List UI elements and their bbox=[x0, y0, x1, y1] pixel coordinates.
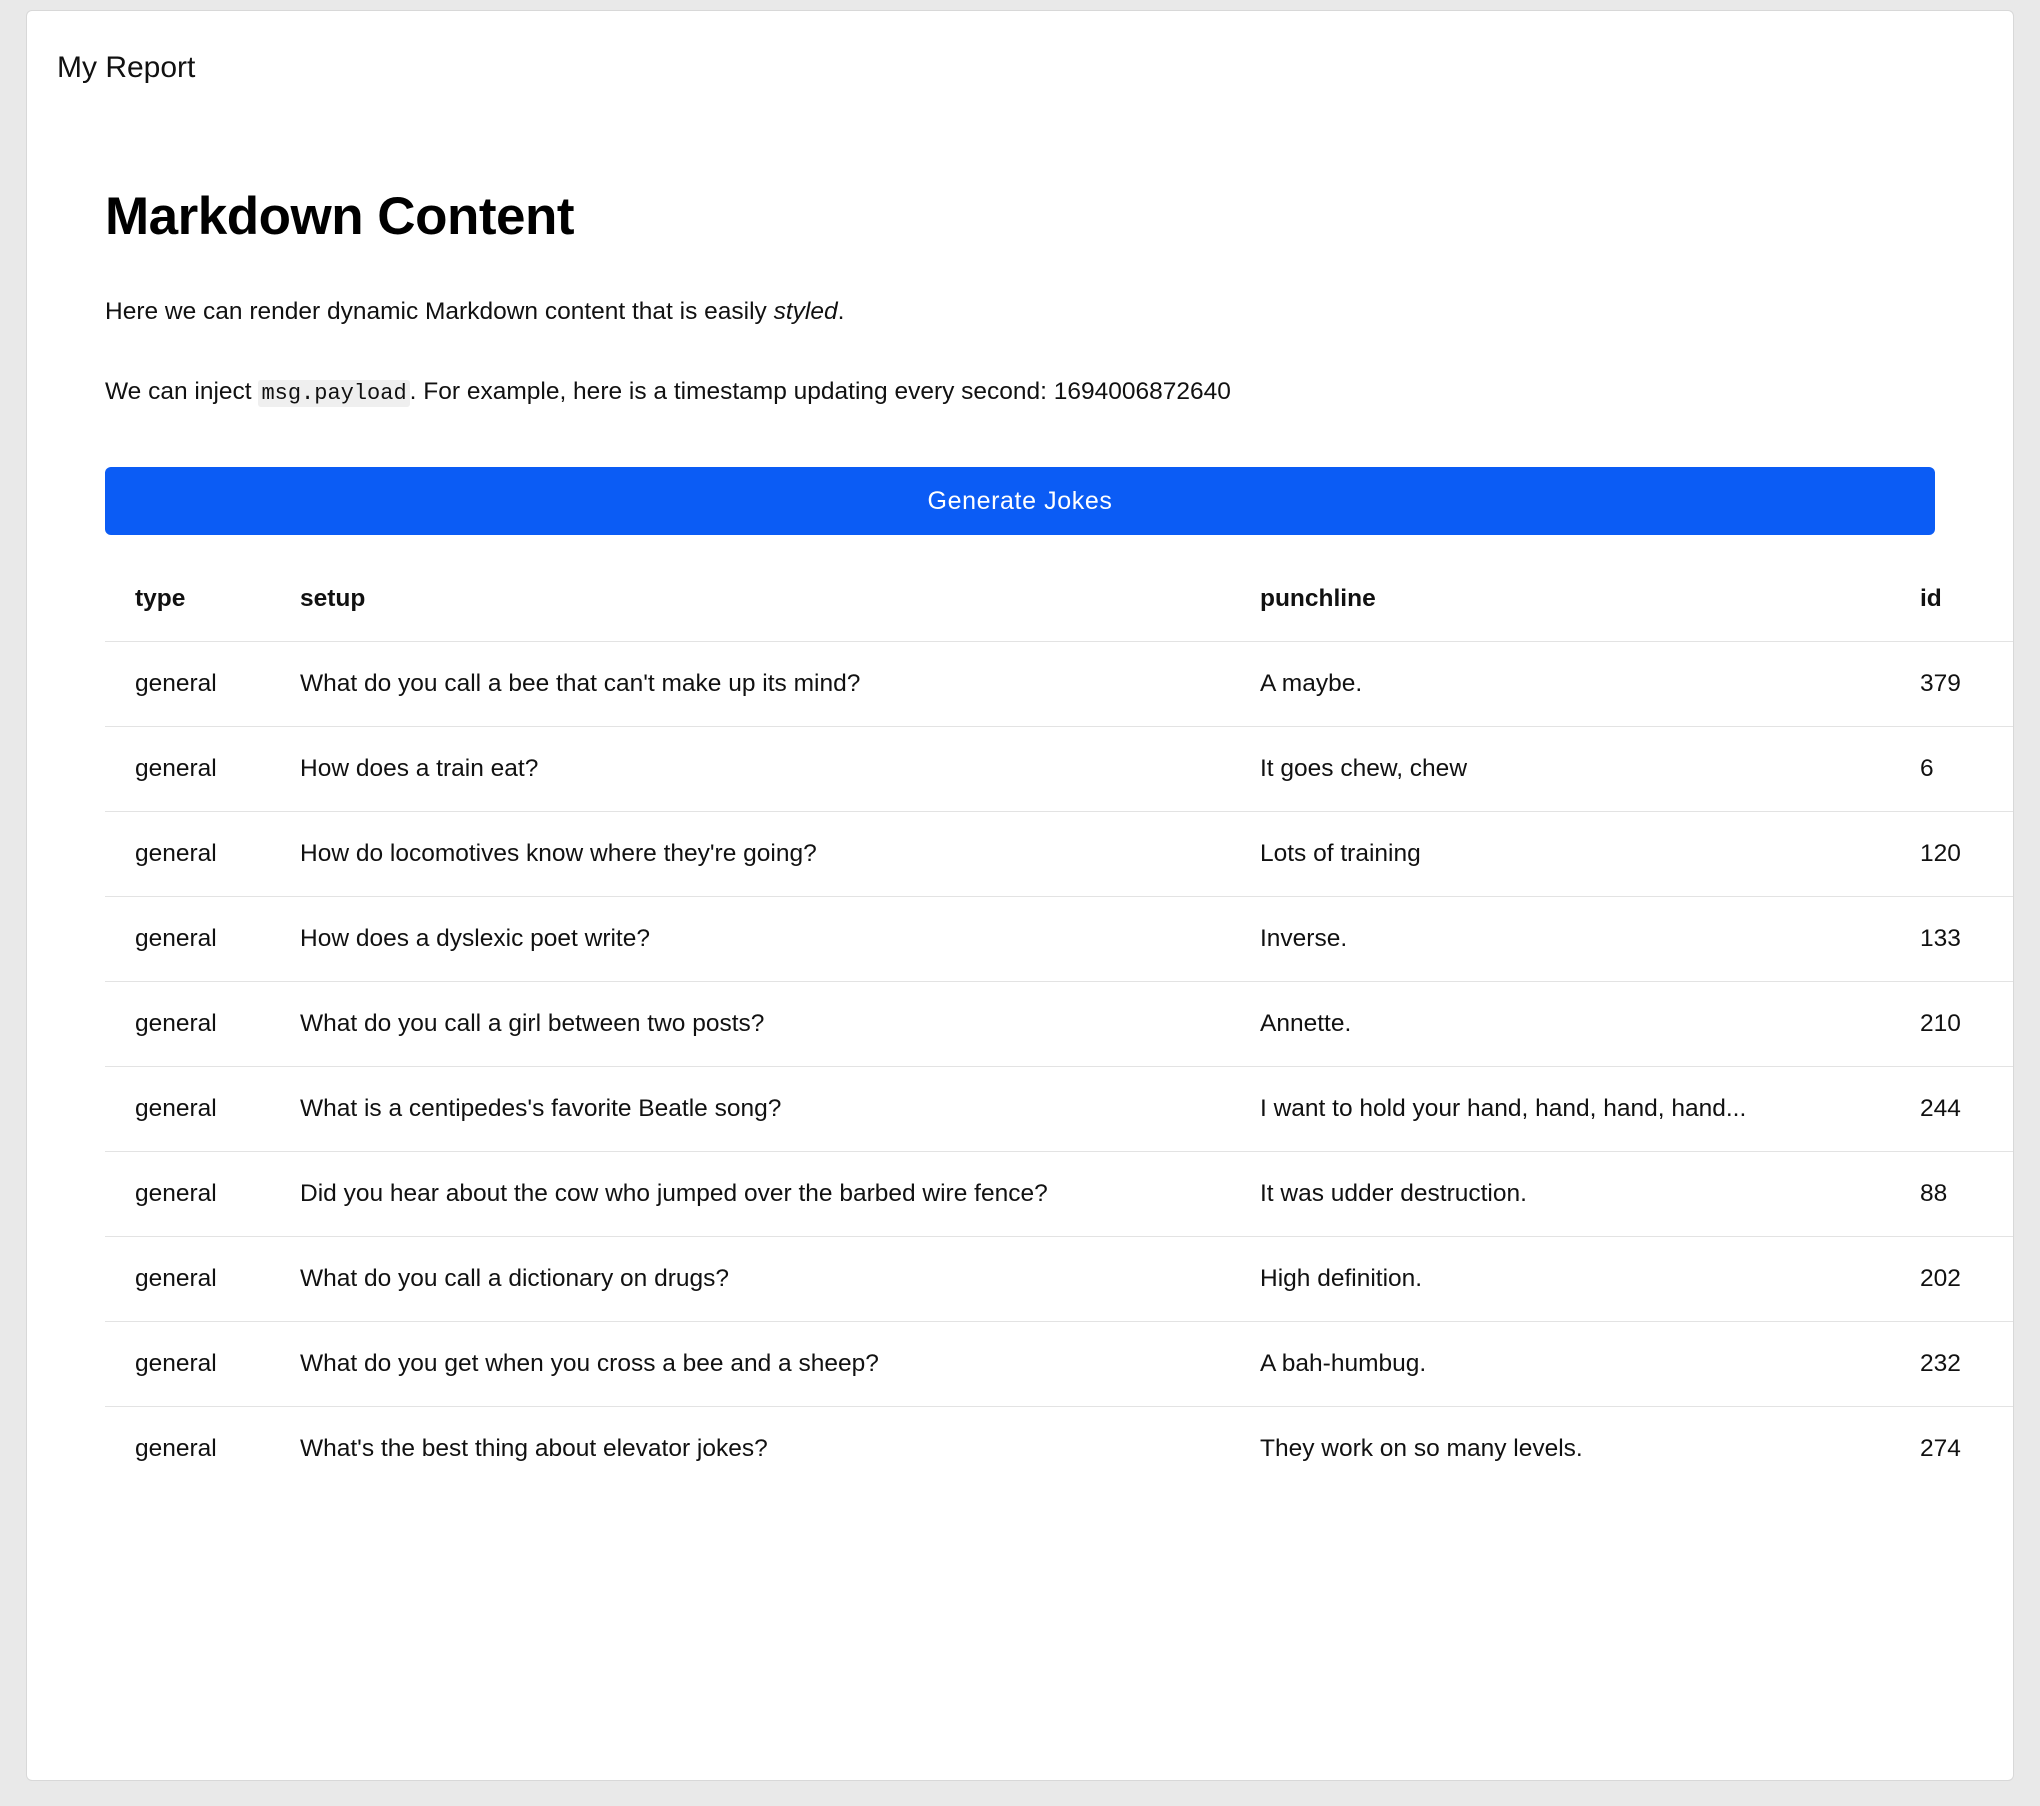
cell-punchline: I want to hold your hand, hand, hand, hand... bbox=[1260, 1067, 1920, 1152]
cell-punchline: High definition. bbox=[1260, 1237, 1920, 1322]
cell-punchline: Inverse. bbox=[1260, 897, 1920, 982]
table-header-row bbox=[105, 571, 2014, 642]
cell-id: 120 bbox=[1920, 812, 2014, 897]
cell-id: 133 bbox=[1920, 897, 2014, 982]
table-row[interactable] bbox=[105, 642, 2014, 727]
table-row[interactable] bbox=[105, 812, 2014, 897]
paragraph-2-text-pre: We can inject bbox=[105, 378, 259, 406]
report-card bbox=[26, 10, 2014, 1781]
cell-punchline: Lots of training bbox=[1260, 812, 1920, 897]
paragraph-1-emphasis: styled bbox=[773, 298, 838, 325]
cell-type: general bbox=[105, 1407, 300, 1492]
jokes-table bbox=[105, 571, 2014, 1491]
cell-setup: How do locomotives know where they're going? bbox=[300, 812, 1260, 897]
cell-setup: How does a train eat? bbox=[300, 727, 1260, 812]
cell-punchline: Annette. bbox=[1260, 982, 1920, 1067]
cell-punchline: It goes chew, chew bbox=[1260, 727, 1920, 812]
jokes-table-body bbox=[105, 642, 2014, 1492]
column-header-id[interactable]: id bbox=[1920, 571, 2014, 642]
markdown-paragraph-2 bbox=[105, 375, 1935, 410]
cell-id: 210 bbox=[1920, 982, 2014, 1067]
markdown-paragraph-1 bbox=[105, 295, 1935, 329]
inline-code-payload: msg.payload bbox=[258, 380, 409, 407]
cell-setup: What is a centipedes's favorite Beatle song? bbox=[300, 1067, 1260, 1152]
cell-id: 232 bbox=[1920, 1322, 2014, 1407]
cell-type: general bbox=[105, 727, 300, 812]
markdown-content bbox=[27, 186, 2013, 1491]
cell-type: general bbox=[105, 982, 300, 1067]
paragraph-1-text-post: . bbox=[837, 298, 845, 325]
jokes-table-header bbox=[105, 571, 2014, 642]
cell-type: general bbox=[105, 812, 300, 897]
table-row[interactable] bbox=[105, 1152, 2014, 1237]
cell-id: 379 bbox=[1920, 670, 1961, 698]
table-row[interactable] bbox=[105, 1237, 2014, 1322]
table-row[interactable] bbox=[105, 727, 2014, 812]
paragraph-2-text-post: . For example, here is a timestamp updating every second: 1694006872640 bbox=[409, 378, 1231, 406]
cell-type: general bbox=[105, 897, 300, 982]
cell-type: general bbox=[105, 1237, 300, 1322]
cell-id: 88 bbox=[1920, 1152, 2014, 1237]
cell-type: general bbox=[105, 1067, 300, 1152]
paragraph-1-text-pre: Here we can render dynamic Markdown content that is easily bbox=[105, 298, 774, 325]
cell-type: general bbox=[105, 1152, 300, 1237]
cell-punchline: A maybe. bbox=[1260, 670, 1363, 698]
table-row[interactable] bbox=[105, 1067, 2014, 1152]
cell-punchline: It was udder destruction. bbox=[1260, 1152, 1920, 1237]
table-row[interactable] bbox=[105, 982, 2014, 1067]
cell-setup: What's the best thing about elevator jokes? bbox=[300, 1407, 1260, 1492]
table-row[interactable] bbox=[105, 897, 2014, 982]
cell-punchline: They work on so many levels. bbox=[1260, 1407, 1920, 1492]
cell-setup: What do you call a girl between two posts? bbox=[300, 982, 1260, 1067]
cell-id: 202 bbox=[1920, 1237, 2014, 1322]
cell-id: 274 bbox=[1920, 1407, 2014, 1492]
cell-id: 244 bbox=[1920, 1067, 2014, 1152]
cell-setup: How does a dyslexic poet write? bbox=[300, 897, 1260, 982]
cell-punchline: A bah-humbug. bbox=[1260, 1322, 1920, 1407]
table-row[interactable] bbox=[105, 1322, 2014, 1407]
column-header-punchline[interactable]: punchline bbox=[1260, 571, 1920, 642]
cell-id: 6 bbox=[1920, 727, 2014, 812]
table-row[interactable] bbox=[105, 1407, 2014, 1492]
cell-setup: What do you call a bee that can't make up its mind? bbox=[300, 670, 861, 698]
column-header-setup[interactable]: setup bbox=[300, 571, 1260, 642]
column-header-type[interactable]: type bbox=[105, 571, 300, 642]
cell-setup: What do you call a dictionary on drugs? bbox=[300, 1237, 1260, 1322]
cell-type: general bbox=[105, 1322, 300, 1407]
cell-setup: What do you get when you cross a bee and a sheep? bbox=[300, 1322, 1260, 1407]
page-title: My Report bbox=[57, 51, 196, 84]
generate-jokes-button[interactable]: Generate Jokes bbox=[105, 467, 1935, 535]
cell-type: general bbox=[135, 670, 217, 698]
cell-setup: Did you hear about the cow who jumped over the barbed wire fence? bbox=[300, 1152, 1260, 1237]
markdown-heading: Markdown Content bbox=[105, 187, 574, 246]
